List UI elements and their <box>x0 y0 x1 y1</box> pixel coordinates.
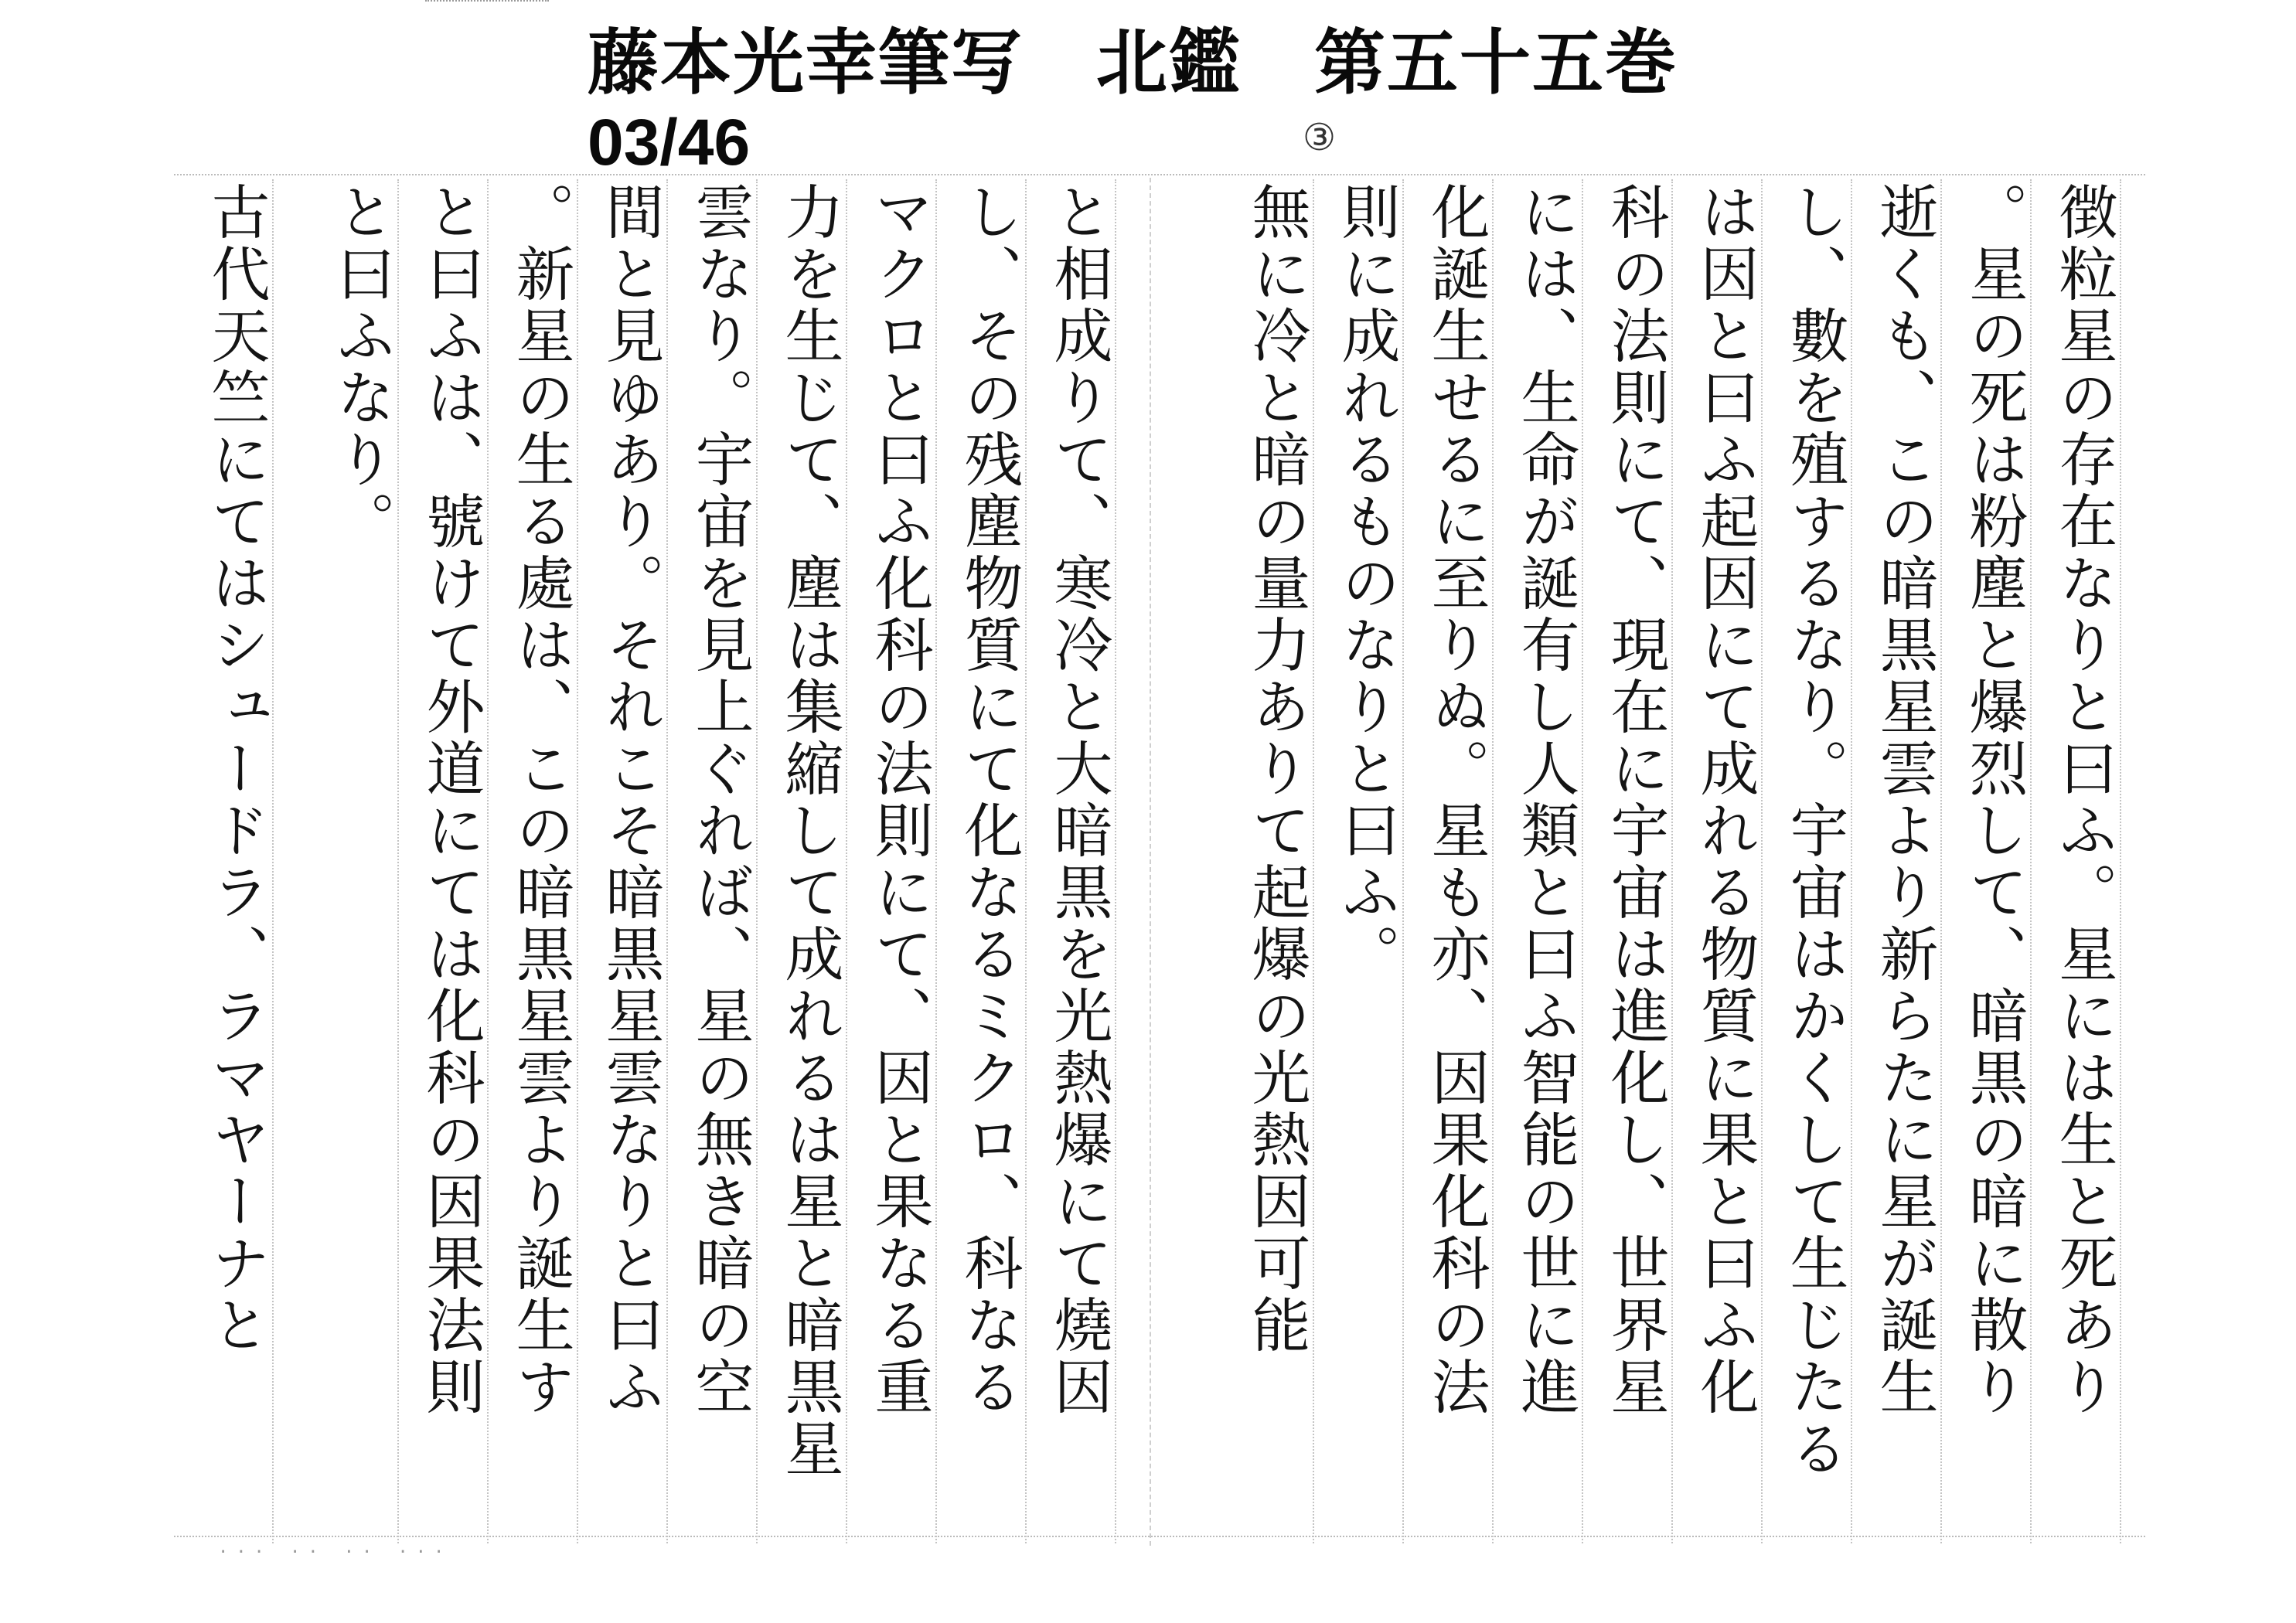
manuscript-column-4: し、數を殖するなり。宇宙はかくして生じたる <box>1780 182 1849 1480</box>
handwritten-page-mark: ③ <box>1303 116 1337 159</box>
page-fold-line <box>1150 178 1151 1546</box>
manuscript-column-11: と相成りて、寒冷と大暗黒を光熱爆にて燒因 <box>1044 182 1113 1418</box>
document-title: 藤本光幸筆写 北鑑 第五十五巻 <box>588 22 1678 104</box>
manuscript-column-20: 古代天竺にてはシュードラ、ラマヤーナと <box>202 182 271 1356</box>
page-number: 03/46 <box>588 106 751 179</box>
manuscript-column-3: 逝くも、この暗黒星雲より新らたに星が誕生 <box>1870 182 1939 1418</box>
manuscript-column-17: 。新星の生る處は、この暗黒星雲より誕生す <box>506 182 575 1418</box>
manuscript-column-14: 力を生じて、塵は集縮して成れるは星と暗黒星 <box>775 182 844 1480</box>
scan-edge-dots <box>425 0 549 6</box>
manuscript-column-10: 無に冷と暗の量力ありて起爆の光熱因可能 <box>1242 182 1311 1356</box>
manuscript-column-16: 間と見ゆあり。それこそ暗黒星雲なりと曰ふ <box>596 182 665 1418</box>
manuscript-column-15: 雲なり。宇宙を見上ぐれば、星の無き暗の空 <box>686 182 755 1418</box>
manuscript-column-19: と曰ふなり。 <box>327 182 396 553</box>
manuscript-column-2: 。星の死は粉塵と爆烈して、暗黒の暗に散り <box>1960 182 2029 1418</box>
scan-footer-stamp: ... .. .. ... <box>218 1538 452 1557</box>
manuscript-column-9: 則に成れるものなりと曰ふ。 <box>1332 182 1401 985</box>
manuscript-column-12: し、その残塵物質にて化なるミクロ、科なる <box>955 182 1024 1418</box>
manuscript-column-6: 科の法則にて、現在に宇宙は進化し、世界星 <box>1601 182 1670 1418</box>
manuscript-column-18: と曰ふは、號けて外道にては化科の因果法則 <box>417 182 485 1418</box>
manuscript-column-7: には、生命が誕有し人類と曰ふ智能の世に進 <box>1511 182 1580 1418</box>
manuscript-column-1: 徴粒星の存在なりと曰ふ。星には生と死あり <box>2049 182 2118 1418</box>
manuscript-column-13: マクロと曰ふ化科の法則にて、因と果なる重 <box>865 182 934 1418</box>
manuscript-column-8: 化誕生せるに至りぬ。星も亦、因果化科の法 <box>1422 182 1490 1418</box>
manuscript-column-5: は因と曰ふ起因にて成れる物質に果と曰ふ化 <box>1691 182 1759 1418</box>
